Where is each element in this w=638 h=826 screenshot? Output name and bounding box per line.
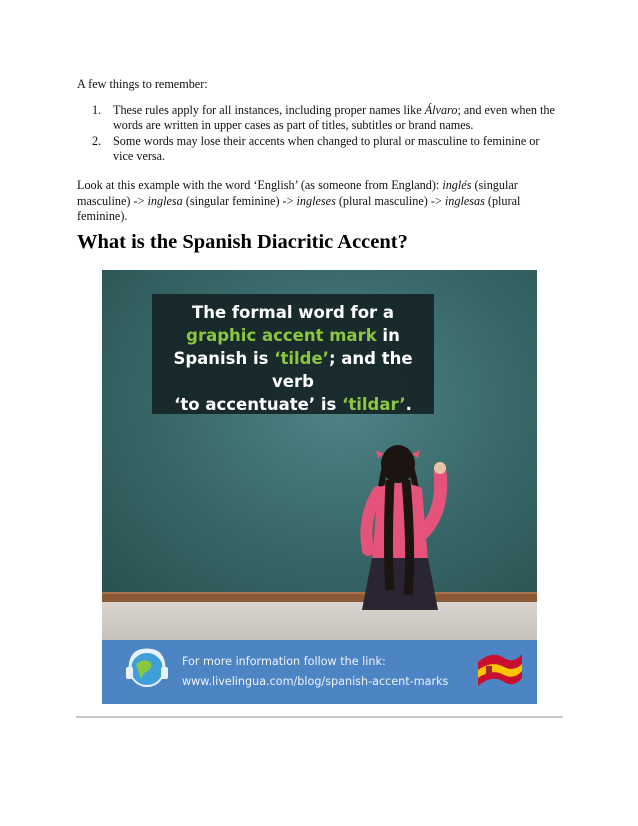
rule-text-start: These rules apply for all instances, including proper names like — [113, 103, 425, 117]
caption-text: Spanish is — [173, 349, 275, 368]
footer-link[interactable]: www.livelingua.com/blog/spanish-accent-marks — [182, 675, 449, 688]
caption-highlight: graphic accent mark — [186, 326, 377, 345]
spain-flag-icon — [474, 640, 524, 690]
globe-headset-icon — [124, 646, 170, 692]
list-item — [77, 103, 559, 133]
example-text: (singular masculine) -> — [77, 178, 518, 208]
list-number: 1. — [92, 103, 102, 117]
intro-text: A few things to remember: — [77, 77, 208, 91]
caption-line: The formal word for a — [191, 303, 395, 322]
caption-highlight: ‘tildar’ — [342, 395, 406, 414]
example-word: inglesa — [147, 193, 183, 208]
example-text: (plural masculine) -> — [335, 193, 445, 208]
example-paragraph — [77, 178, 559, 225]
example-name: Álvaro — [424, 103, 458, 117]
caption-text: . — [405, 395, 412, 414]
example-text: (plural feminine). — [77, 193, 521, 223]
example-text: Look at this example with the word ‘English’ (as someone from England): — [77, 178, 443, 192]
caption-line — [152, 324, 434, 347]
section-heading: What is the Spanish Diacritic Accent? — [77, 231, 408, 253]
footer-line: For more information follow the link: — [182, 655, 386, 668]
caption-highlight: ‘tilde’ — [274, 349, 329, 368]
example-word: inglesas — [444, 193, 485, 208]
caption-line — [152, 347, 434, 393]
example-text: (singular feminine) -> — [182, 193, 297, 208]
caption-text: ‘to accentuate’ is — [174, 395, 343, 414]
caption-line — [152, 393, 434, 416]
info-footer — [102, 640, 537, 704]
rules-list — [77, 103, 559, 165]
horizontal-divider — [76, 716, 563, 718]
girl-illustration — [332, 440, 472, 640]
list-item — [77, 134, 559, 164]
footer-text — [182, 652, 448, 692]
list-number: 2. — [92, 134, 102, 148]
caption-box — [152, 294, 434, 414]
rule-text-end: ; and even when the words are written in upper cases as part of titles, subtitles or brand names. — [113, 103, 555, 132]
example-word: inglés — [442, 178, 472, 192]
caption-text: ; and the verb — [272, 349, 413, 391]
caption-text: in — [376, 326, 400, 345]
infographic-image — [102, 270, 537, 704]
example-word: ingleses — [296, 193, 336, 208]
rule-text: Some words may lose their accents when changed to plural or masculine to feminine or vice versa. — [113, 134, 540, 163]
